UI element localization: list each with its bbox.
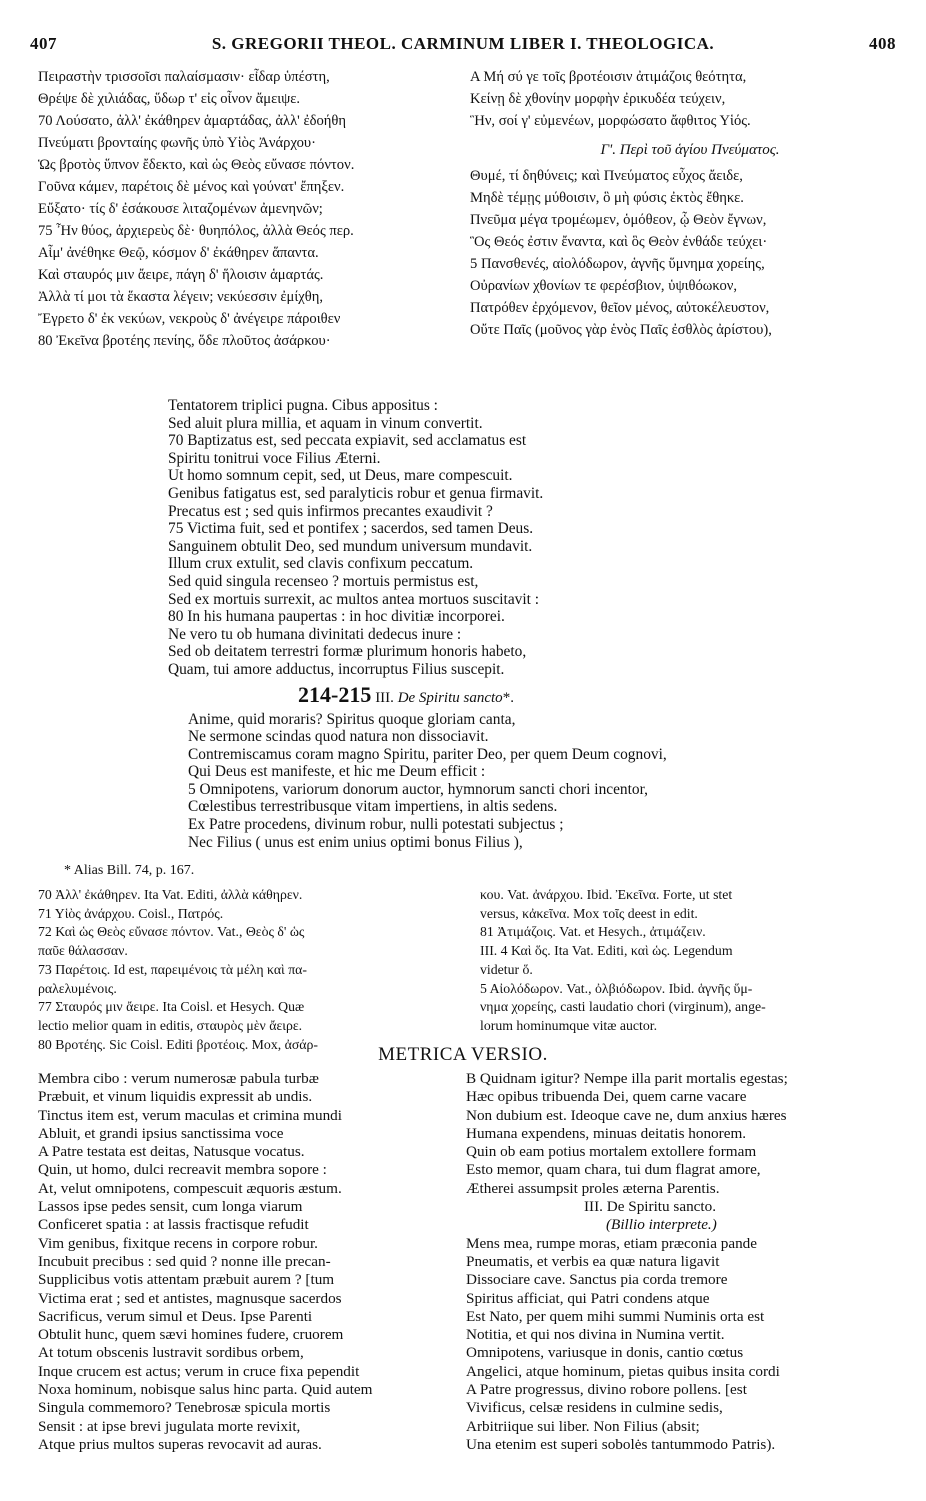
latin-verse-line: Quam, tui amore adductus, incorruptus Filius suscepit. xyxy=(168,660,505,678)
metric-verse-line: Abluit, et grandi ipsius sanctissima voce xyxy=(38,1124,284,1142)
latin-verse-line: Sanguinem obtulit Deo, sed mundum universum mundavit. xyxy=(168,537,533,555)
metric-verse-line: Non dubium est. Ideoque cave ne, dum anxius hæres xyxy=(466,1106,787,1124)
greek-verse-line: 70 Λούσατο, ἀλλ' ἐκάθηρεν ἁμαρτάδας, ἀλλ' ἐδοήθη xyxy=(38,113,347,129)
greek-verse-line: 80 Ἐκεῖνα βροτέης πενίης, ὅδε πλοῦτος ἀσάρκου· xyxy=(38,333,331,349)
note-line: 77 Σταυρός μιν ἄειρε. Ita Coisl. et Hesych. Quæ xyxy=(38,999,305,1015)
greek-verse-line: Αἷμ' ἀνέθηκε Θεῷ, κόσμον δ' ἐκάθηρεν ἅπαντα. xyxy=(38,245,319,261)
metric-verse-line: Est Nato, per quem mihi summi Numinis orta est xyxy=(466,1307,765,1325)
note-line: 80 Βροτέης. Sic Coisl. Editi βροτέοις. Mox, ἀσάρ- xyxy=(38,1036,318,1052)
latin-verse-line: Tentatorem triplici pugna. Cibus appositus : xyxy=(168,397,438,414)
metric-verse-line: Dissociare cave. Sanctus pia corda tremore xyxy=(466,1271,728,1289)
section-title: De Spiritu sancto xyxy=(397,689,503,706)
greek-verse-line: Πειραστὴν τρισσοῖσι παλαίσμασιν· εἶδαρ ὑπέστη, xyxy=(38,69,330,85)
latin-verse-line: Sed aluit plura millia, et aquam in vinum convertit. xyxy=(168,414,483,432)
metric-version-left-column xyxy=(38,1070,468,1454)
metric-verse-line: Angelici, atque hominum, pietas quibus insita cordi xyxy=(466,1362,780,1380)
metric-verse-line: Sensit : at ipse brevi jugulata morte revixit, xyxy=(38,1417,301,1435)
section-label: III. xyxy=(375,689,394,706)
metric-verse-line: Vim genibus, fixitque recens in corpore robur. xyxy=(38,1234,318,1252)
greek-verse-line: Ἀλλὰ τί μοι τὰ ἕκαστα λέγειν; νεκύεσσιν ἐμίχθη, xyxy=(38,289,324,305)
metric-verse-line: Arbitriique sui liber. Non Filius (absit; xyxy=(466,1417,700,1435)
metric-verse-line: Supplicibus votis attentam præbuit aurem ? [tum xyxy=(38,1271,335,1289)
note-line: παῦε θάλασσαν. xyxy=(38,943,128,959)
note-line: III. 4 Καὶ ὅς. Ita Vat. Editi, καὶ ὡς. Legendum xyxy=(480,943,733,959)
metric-verse-line: Spiritus afficiat, qui Patri condens atque xyxy=(466,1289,710,1307)
metric-verse-line: Noxa hominum, nobisque salus hinc parta. Quid autem xyxy=(38,1381,373,1399)
greek-verse-line: Ὃς Θεός ἐστιν ἔναντα, καὶ ὃς Θεὸν ἐνθάδε τεύχει· xyxy=(470,234,768,250)
metric-verse-line: At totum obscenis lustravit sordibus orbem, xyxy=(38,1344,304,1362)
metric-verse-line: Inque crucem est actus; verum in cruce fixa pependit xyxy=(38,1362,360,1380)
page-header xyxy=(30,34,896,56)
greek-verse-line: Καὶ σταυρός μιν ἄειρε, πάγη δ' ἥλοισιν ἁμαρτάς. xyxy=(38,267,324,283)
metric-verse-line: Mens mea, rumpe moras, etiam præconia pande xyxy=(466,1234,758,1252)
metric-section-subheading: (Billio interprete.) xyxy=(606,1216,717,1234)
metric-verse-line: Membra cibo : verum numerosæ pabula turbæ xyxy=(38,1070,319,1087)
greek-section-heading: Γ'. Περὶ τοῦ ἁγίου Πνεύματος. xyxy=(600,142,780,158)
note-line: 70 Ἀλλ' ἐκάθηρεν. Ita Vat. Editi, ἀλλὰ κάθηρεν. xyxy=(38,887,303,902)
metric-verse-line: Hæc opibus tribuenda Dei, quem carne vacare xyxy=(466,1088,747,1106)
latin-verse-line: Ne vero tu ob humana divinitati dedecus inure : xyxy=(168,625,462,643)
greek-verse-line: Γοῦνα κάμεν, παρέτοις δὲ μένος καὶ γούνατ' ἔπηξεν. xyxy=(38,179,345,195)
metric-verse-line: A Patre progressus, divino robore pollens. [est xyxy=(466,1381,747,1399)
metric-verse-line: Ætherei assumpsit proles æterna Parentis. xyxy=(466,1179,720,1197)
greek-verse-line: Πνεύματι βρονταίης φωνῆς ὑπὸ Υἱὸς Ἀνάρχου· xyxy=(38,135,316,151)
running-title: S. GREGORII THEOL. CARMINUM LIBER I. THEOLOGICA. xyxy=(211,34,715,53)
metric-verse-line: Sacrificus, verum simul et Deus. Ipse Parenti xyxy=(38,1307,313,1325)
metric-verse-line: Omnipotens, variusque in donis, cantio cœtus xyxy=(466,1344,744,1362)
latin-verse-line: Anime, quid moraris? Spiritus quoque gloriam canta, xyxy=(188,710,516,728)
greek-verse-line: Μηδὲ τέμῃς μύθοισιν, ὃ μὴ φύσις ἐκτὸς ἔθηκε. xyxy=(470,190,744,206)
greek-verse-line: Ἔγρετο δ' ἐκ νεκύων, νεκροὺς δ' ἀνέγειρε πάροιθεν xyxy=(38,311,341,327)
note-line: κου. Vat. ἀνάρχου. Ibid. Ἐκεῖνα. Forte, ut stet xyxy=(480,887,733,902)
metric-verse-line: Lassos ipse pedes sensit, cum longa viarum xyxy=(38,1198,303,1216)
section-heading xyxy=(168,681,858,711)
greek-verse-line: Πνεῦμα μέγα τρομέωμεν, ὁμόθεον, ᾧ Θεὸν ἔγνων, xyxy=(470,212,767,228)
note-line: 71 Υἱὸς ἀνάρχου. Coisl., Πατρός. xyxy=(38,905,224,921)
metric-verse-line: Notitia, et qui nos divina in Numina vertit. xyxy=(466,1326,725,1344)
metrica-versio-title: METRICA VERSIO. xyxy=(378,1044,548,1065)
metric-verse-line: Una etenim est superi sobolės tantummodo Patris). xyxy=(466,1435,776,1453)
note-line: 72 Καὶ ὡς Θεὸς εὔνασε πόντον. Vat., Θεὸς δ' ὡς xyxy=(38,924,305,940)
latin-verse-line: Sed quid singula recenseo ? mortuis permistus est, xyxy=(168,572,479,590)
metric-version-right-column xyxy=(466,1070,906,1454)
metric-verse-line: At, velut omnipotens, compescuit æquoris æstum. xyxy=(38,1179,342,1197)
section-footnote-mark: *. xyxy=(502,689,514,706)
note-line: lectio melior quam in editis, σταυρὸς μὲν ἄειρε. xyxy=(38,1017,303,1033)
latin-verse-line: Genibus fatigatus est, sed paralyticis robur et genua firmavit. xyxy=(168,484,544,502)
metric-verse-line: Præbuit, et vinum liquidis expressit ab undis. xyxy=(38,1088,313,1106)
latin-verse-line: Illum crux extulit, sed clavis confixum peccatum. xyxy=(168,555,474,573)
greek-verse-line: Ἣν, σοί γ' εὐμενέων, μορφώσατο ἄφθιτος Υἱός. xyxy=(470,113,751,129)
metric-verse-line: Esto memor, quam chara, tui dum flagrat amore, xyxy=(466,1161,761,1179)
greek-verse-line: 5 Πανσθενές, αἰολόδωρον, ἁγνῆς ὕμνημα χορείης, xyxy=(470,256,765,272)
latin-verse-line: Spiritu tonitrui voce Filius Æterni. xyxy=(168,449,381,467)
critical-notes-left xyxy=(38,886,468,1054)
note-line: lorum hominumque vitæ auctor. xyxy=(480,1017,658,1033)
latin-verse-line: Precatus est ; sed quis infirmos precantes exaudivit ? xyxy=(168,502,493,520)
metric-verse-line: Quin, ut homo, dulci recreavit membra sopore : xyxy=(38,1161,327,1179)
greek-verse-line: Θυμέ, τί δηθύνεις; καὶ Πνεύματος εὖχος ἄειδε, xyxy=(470,168,743,184)
metric-verse-line: Obtulit hunc, quem sævi homines fudere, cruorem xyxy=(38,1326,344,1344)
metric-verse-line: Vivificus, celsæ residens in culmine sedis, xyxy=(466,1399,723,1417)
greek-verse-line: Θρέψε δὲ χιλιάδας, ὕδωρ τ' εἰς οἶνον ἄμειψε. xyxy=(38,91,301,107)
latin-verse-line: Qui Deus est manifeste, et hic me Deum efficit : xyxy=(188,763,486,781)
page-number-right: 408 xyxy=(869,34,896,53)
note-line: versus, κἀκεῖνα. Mox τοῖς deest in edit. xyxy=(480,905,698,921)
latin-translation xyxy=(168,397,858,851)
latin-verse-line: Sed ob deitatem terrestri formæ plurimum honoris habeto, xyxy=(168,643,527,661)
note-line: ραλελυμένοις. xyxy=(38,980,117,996)
metric-verse-line: Conficeret spatia : at lassis fractisque refudit xyxy=(38,1216,309,1234)
latin-verse-line: Contremiscamus coram magno Spiritu, pariter Deo, per quem Deum cognovi, xyxy=(188,745,667,763)
metric-verse-line: Incubuit precibus : sed quid ? nonne ille precan- xyxy=(38,1252,331,1270)
note-line: videtur ὅ. xyxy=(480,961,533,977)
greek-verse-line: Εὔξατο· τίς δ' ἐσάκουσε λιταζομένων ἀμενηνῶν; xyxy=(38,201,323,217)
latin-verse-line: Ut homo somnum cepit, sed, ut Deus, mare compescuit. xyxy=(168,467,513,485)
latin-verse-line: Ex Patre procedens, divinum robur, nulli potestati subjectus ; xyxy=(188,816,564,834)
latin-verse-line: 80 In his humana paupertas : in hoc divitiæ incorporei. xyxy=(168,608,505,626)
metric-verse-line: B Quidnam igitur? Nempe illa parit mortalis egestas; xyxy=(466,1070,788,1087)
greek-verse-line: Πατρόθεν ἐρχόμενον, θεῖον μένος, αὐτοκέλευστον, xyxy=(470,300,770,316)
metric-verse-line: A Patre testata est deitas, Natusque vocatus. xyxy=(38,1143,305,1161)
section-number: 214-215 xyxy=(298,681,372,707)
note-line: 5 Αἰολόδωρον. Vat., ὀλβιόδωρον. Ibid. ἁγνῆς ὕμ- xyxy=(480,980,753,996)
latin-verse-line: Nec Filius ( unus est enim unius optimi bonus Filius ), xyxy=(188,833,523,851)
metric-section-heading: III. De Spiritu sancto. xyxy=(584,1198,717,1216)
metric-verse-line: Atque prius multos superas revocavit ad auras. xyxy=(38,1435,322,1453)
page-number-left: 407 xyxy=(30,34,57,53)
note-line: 73 Παρέτοις. Id est, παρειμένοις τὰ μέλη καὶ πα- xyxy=(38,961,307,977)
latin-verse-line: Sed ex mortuis surrexit, ac multos antea mortuos suscitavit : xyxy=(168,590,540,608)
greek-verse-line: Οὔτε Παῖς (μοῦνος γὰρ ἑνὸς Παῖς ἐσθλὸς ἀρίστου), xyxy=(470,322,772,338)
latin-verse-line: 75 Victima fuit, sed et pontifex ; sacerdos, sed tamen Deus. xyxy=(168,520,534,538)
latin-verse-line: 5 Omnipotens, variorum donorum auctor, hymnorum sancti chori incentor, xyxy=(188,780,648,798)
greek-verse-line: A Μή σύ γε τοῖς βροτέοισιν ἀτιμάζοις θεότητα, xyxy=(470,69,747,85)
greek-text-left-column xyxy=(38,66,458,352)
greek-verse-line: Ὡς βροτὸς ὕπνον ἔδεκτο, καὶ ὡς Θεὸς εὔνασε πόντον. xyxy=(38,157,355,173)
metric-verse-line: Quin ob eam potius mortalem extollere formam xyxy=(466,1143,757,1161)
greek-text-right-column xyxy=(470,66,900,341)
note-line: 81 Ἀτιμάζοις. Vat. et Hesych., ἀτιμάζειν. xyxy=(480,924,706,940)
footnote-alias: * Alias Bill. 74, p. 167. xyxy=(64,863,195,878)
greek-verse-line: Κείνῃ δὲ χθονίην μορφὴν ἐρικυδέα τεύχειν, xyxy=(470,91,726,107)
metric-verse-line: Victima erat ; sed et antistes, magnusque sacerdos xyxy=(38,1289,342,1307)
note-line: νημα χορείης, casti laudatio chori (virginum), ange- xyxy=(480,999,766,1015)
latin-verse-line: Cœlestibus terrestribusque vitam impertiens, in altis sedens. xyxy=(188,798,558,816)
greek-verse-line: 75 Ἦν θύος, ἀρχιερεὺς δὲ· θυηπόλος, ἀλλὰ Θεός περ. xyxy=(38,223,354,239)
greek-verse-line: Οὐρανίων χθονίων τε φερέσβιον, ὑψιθόωκον, xyxy=(470,278,737,294)
critical-notes-right xyxy=(480,886,900,1036)
metric-verse-line: Pneumatis, et verbis ea quæ natura ligavit xyxy=(466,1252,720,1270)
metric-verse-line: Tinctus item est, verum maculas et crimina mundi xyxy=(38,1106,342,1124)
metric-verse-line: Singula commemoro? Tenebrosæ spicula mortis xyxy=(38,1399,331,1417)
latin-verse-line: Ne sermone scindas quod natura non dissociavit. xyxy=(188,728,489,746)
latin-verse-line: 70 Baptizatus est, sed peccata expiavit, sed acclamatus est xyxy=(168,432,527,450)
metric-verse-line: Humana expendens, minuas deitatis honorem. xyxy=(466,1124,747,1142)
